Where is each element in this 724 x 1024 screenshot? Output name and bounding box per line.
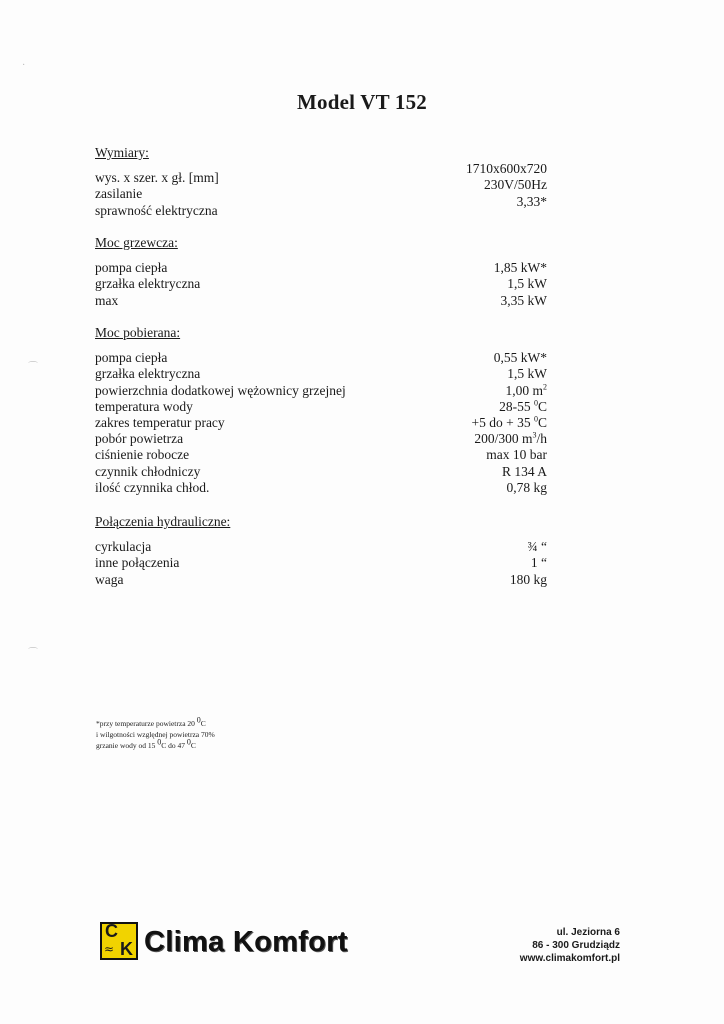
section-heating-power [95,235,555,309]
spec-value: +5 do + 35 $^0$C [471,414,547,430]
spec-value: 1710x600x720 [466,161,547,177]
section-heading: Moc pobierana: [95,325,181,340]
spec-label: powierzchnia dodatkowej wężownicy grzejnej [95,382,346,398]
document-title: Model VT 152 [297,90,427,114]
spec-label: grzałka elektryczna [95,276,201,292]
spec-value: 1,5 kW [507,276,547,292]
spec-label: grzałka elektryczna [95,366,201,382]
hole-punch-mark: ⌒ [28,362,38,373]
spec-rows [95,539,555,588]
spec-value: R 134 A [501,463,547,479]
footnote-line: *przy temperaturze powietrza 20 $^0$C [96,715,206,728]
address-city: 86 - 300 Grudziądz [532,940,620,951]
logo-icon: C ≈ K [100,922,138,960]
section-dimensions [95,145,555,219]
spec-label: ilość czynnika chłod. [95,479,210,495]
spec-value: ¾ “ [527,539,547,555]
spec-value: 200/300 $m^3/h$ [474,430,547,447]
spec-rows [95,161,555,219]
spec-value: 230V/50Hz [484,177,547,193]
section-heading: Wymiary: [95,145,149,160]
section-power-consumption [95,325,555,496]
spec-value: 1,00 $m^2$ [505,382,547,398]
address-street: ul. Jeziorna 6 [556,927,620,938]
spec-label: wys. x szer. x gł. [mm] [95,170,219,186]
scan-mark: · [22,60,26,71]
spec-value: 28-55 $^0$C [499,398,547,414]
footnote [96,715,215,751]
spec-value: 180 kg [509,571,547,587]
spec-label: zakres temperatur pracy [95,414,225,430]
spec-rows [95,260,555,309]
spec-label: cyrkulacja [95,539,152,555]
section-heading: Połączenia hydrauliczne: [95,514,231,529]
spec-label: inne połączenia [95,555,180,571]
spec-label: max [95,292,119,308]
spec-label: ciśnienie robocze [95,447,190,463]
website-link[interactable]: www.climakomfort.pl [519,953,620,964]
spec-label: pobór powietrza [95,431,184,447]
spec-value: 1 “ [530,555,547,571]
spec-value: 1,85 kW* [493,260,547,276]
footnote-line: grzanie wody od 15 $^0$C do 47 $^0$C [96,737,196,750]
spec-value: 3,35 kW [500,292,547,308]
spec-label: waga [95,571,124,587]
spec-label: czynnik chłodniczy [95,463,201,479]
spec-value: 3,33* [516,193,547,209]
spec-label: temperatura wody [95,398,193,414]
spec-label: pompa ciepła [95,350,168,366]
footnote-line: i wilgotności względnej powietrza 70% [96,730,215,739]
spec-value: 1,5 kW [507,366,547,382]
spec-value: 0,78 kg [506,479,547,495]
spec-value: max 10 bar [486,447,547,463]
spec-rows [95,350,555,496]
spec-value: 0,55 kW* [493,350,547,366]
company-name: Clima Komfort [144,926,348,958]
section-heading: Moc grzewcza: [95,235,178,250]
section-hydraulic-connections [95,514,555,588]
company-address [520,926,620,965]
spec-label: pompa ciepła [95,260,168,276]
spec-label: zasilanie [95,186,143,202]
hole-punch-mark: ⌒ [28,648,38,659]
spec-label: sprawność elektryczna [95,202,218,218]
